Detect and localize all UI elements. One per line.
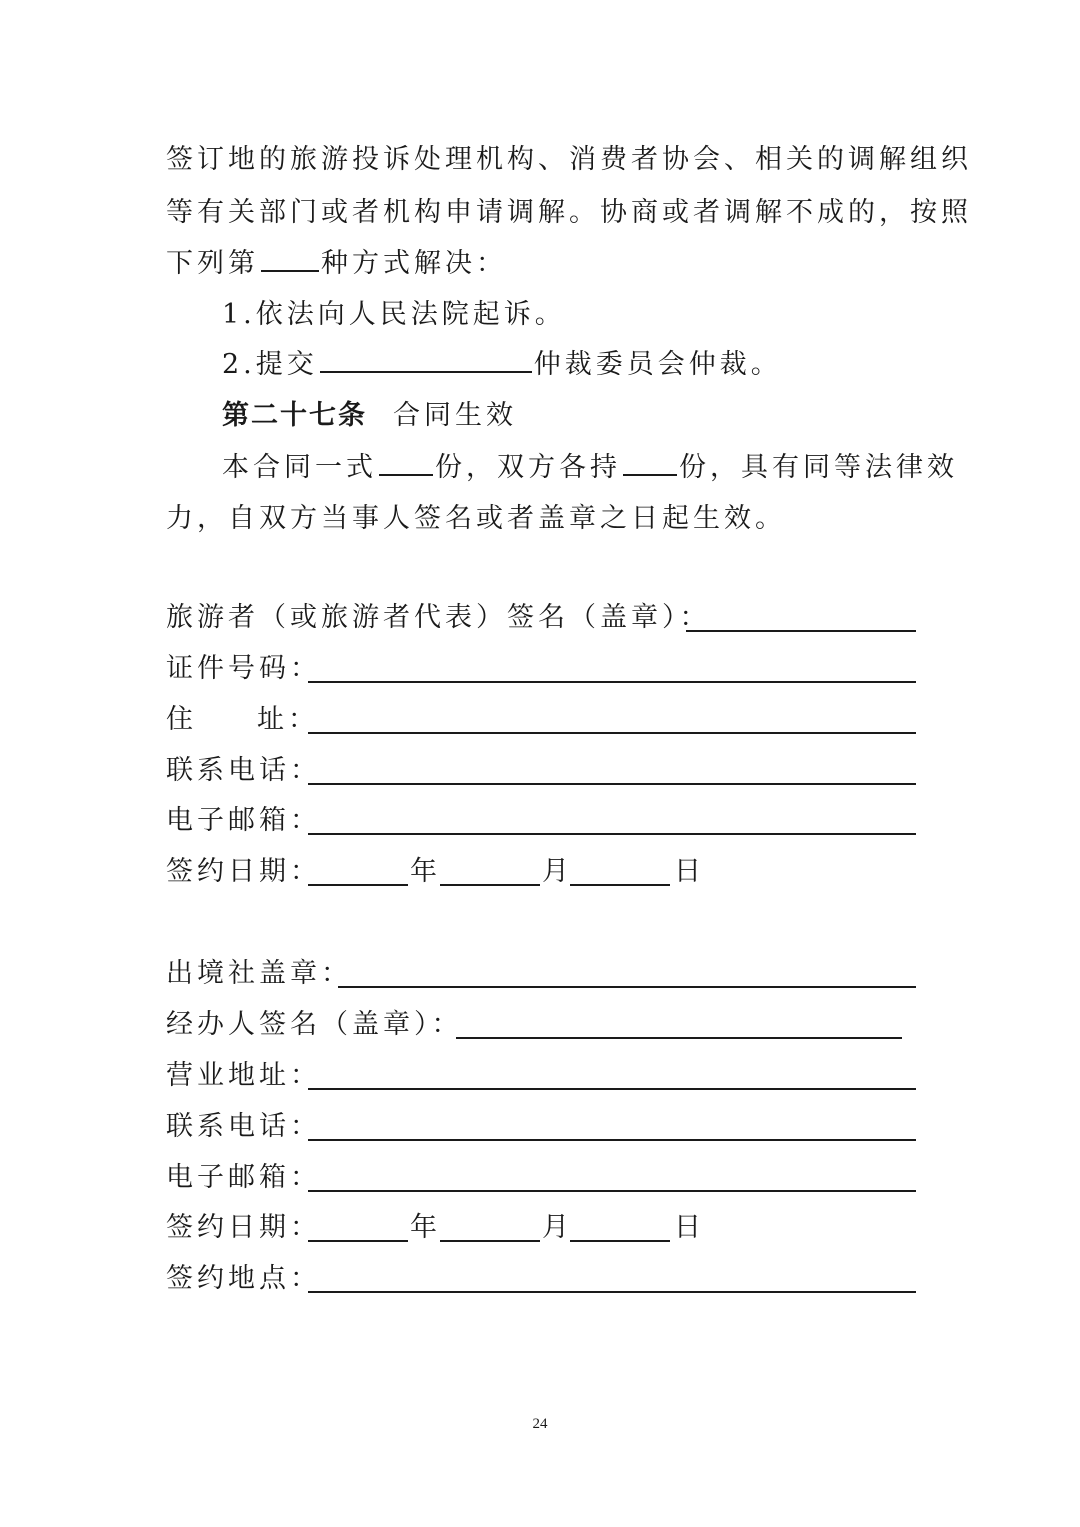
traveler-address-label: 住 址：	[166, 704, 319, 735]
agency-year-label: 年	[410, 1212, 437, 1243]
business-address-label: 营业地址：	[166, 1060, 321, 1091]
traveler-month-line[interactable]	[440, 884, 540, 886]
traveler-phone-line[interactable]	[308, 783, 916, 785]
traveler-address-line[interactable]	[308, 732, 916, 734]
agency-year-line[interactable]	[308, 1240, 408, 1242]
signing-place-label: 签约地点：	[166, 1263, 321, 1294]
traveler-day-label: 日	[674, 856, 701, 887]
traveler-year-label: 年	[410, 856, 437, 887]
article-27-subtitle: 合同生效	[393, 400, 517, 431]
article-27-heading	[222, 396, 517, 436]
traveler-signature-label: 旅游者（或旅游者代表）签名（盖章）：	[166, 602, 711, 633]
article-27-line-1	[222, 448, 958, 488]
agent-signature-label: 经办人签名（盖章）：	[166, 1009, 463, 1040]
paragraph-line-3-end: 种方式解决：	[321, 248, 507, 279]
traveler-email-label: 电子邮箱：	[166, 805, 321, 836]
agency-phone-line[interactable]	[308, 1139, 916, 1141]
total-copies-blank[interactable]	[379, 448, 433, 476]
signing-place-line[interactable]	[308, 1291, 916, 1293]
agency-date-label: 签约日期：	[166, 1212, 321, 1243]
traveler-day-line[interactable]	[570, 884, 670, 886]
agency-phone-label: 联系电话：	[166, 1111, 321, 1142]
agency-email-label: 电子邮箱：	[166, 1162, 321, 1193]
paragraph-line-3-start: 下列第	[166, 248, 259, 279]
article-27-line-2: 力，自双方当事人签名或者盖章之日起生效。	[166, 503, 786, 534]
agency-email-line[interactable]	[308, 1190, 916, 1192]
agency-day-line[interactable]	[570, 1240, 670, 1242]
copies-text-start: 本合同一式	[222, 452, 377, 483]
agency-seal-line[interactable]	[338, 986, 916, 988]
traveler-phone-label: 联系电话：	[166, 755, 321, 786]
traveler-id-label: 证件号码：	[166, 653, 321, 684]
traveler-year-line[interactable]	[308, 884, 408, 886]
traveler-email-line[interactable]	[308, 833, 916, 835]
copies-text-end: 份，具有同等法律效	[679, 452, 958, 483]
option-2-start: 2.提交	[222, 349, 318, 380]
arbitration-commission-blank[interactable]	[320, 345, 532, 373]
agency-month-label: 月	[542, 1212, 569, 1243]
business-address-line[interactable]	[308, 1088, 916, 1090]
traveler-signature-line[interactable]	[686, 630, 916, 632]
traveler-date-label: 签约日期：	[166, 856, 321, 887]
agency-seal-label: 出境社盖章：	[166, 958, 352, 989]
method-number-blank[interactable]	[261, 244, 319, 272]
page-number: 24	[532, 1416, 548, 1432]
paragraph-line-2: 等有关部门或者机构申请调解。协商或者调解不成的，按照	[166, 197, 972, 228]
option-2-end: 仲裁委员会仲裁。	[533, 349, 782, 380]
copies-text-middle: 份，双方各持	[435, 452, 621, 483]
agency-day-label: 日	[674, 1212, 701, 1243]
each-party-copies-blank[interactable]	[623, 448, 677, 476]
traveler-id-line[interactable]	[308, 681, 916, 683]
agent-signature-line[interactable]	[456, 1037, 902, 1039]
agency-month-line[interactable]	[440, 1240, 540, 1242]
paragraph-line-3	[166, 244, 507, 284]
option-1: 1.依法向人民法院起诉。	[222, 299, 566, 330]
paragraph-line-1: 签订地的旅游投诉处理机构、消费者协会、相关的调解组织	[166, 144, 972, 175]
article-27-title: 第二十七条	[222, 400, 367, 431]
traveler-month-label: 月	[542, 856, 569, 887]
option-2	[222, 345, 782, 385]
